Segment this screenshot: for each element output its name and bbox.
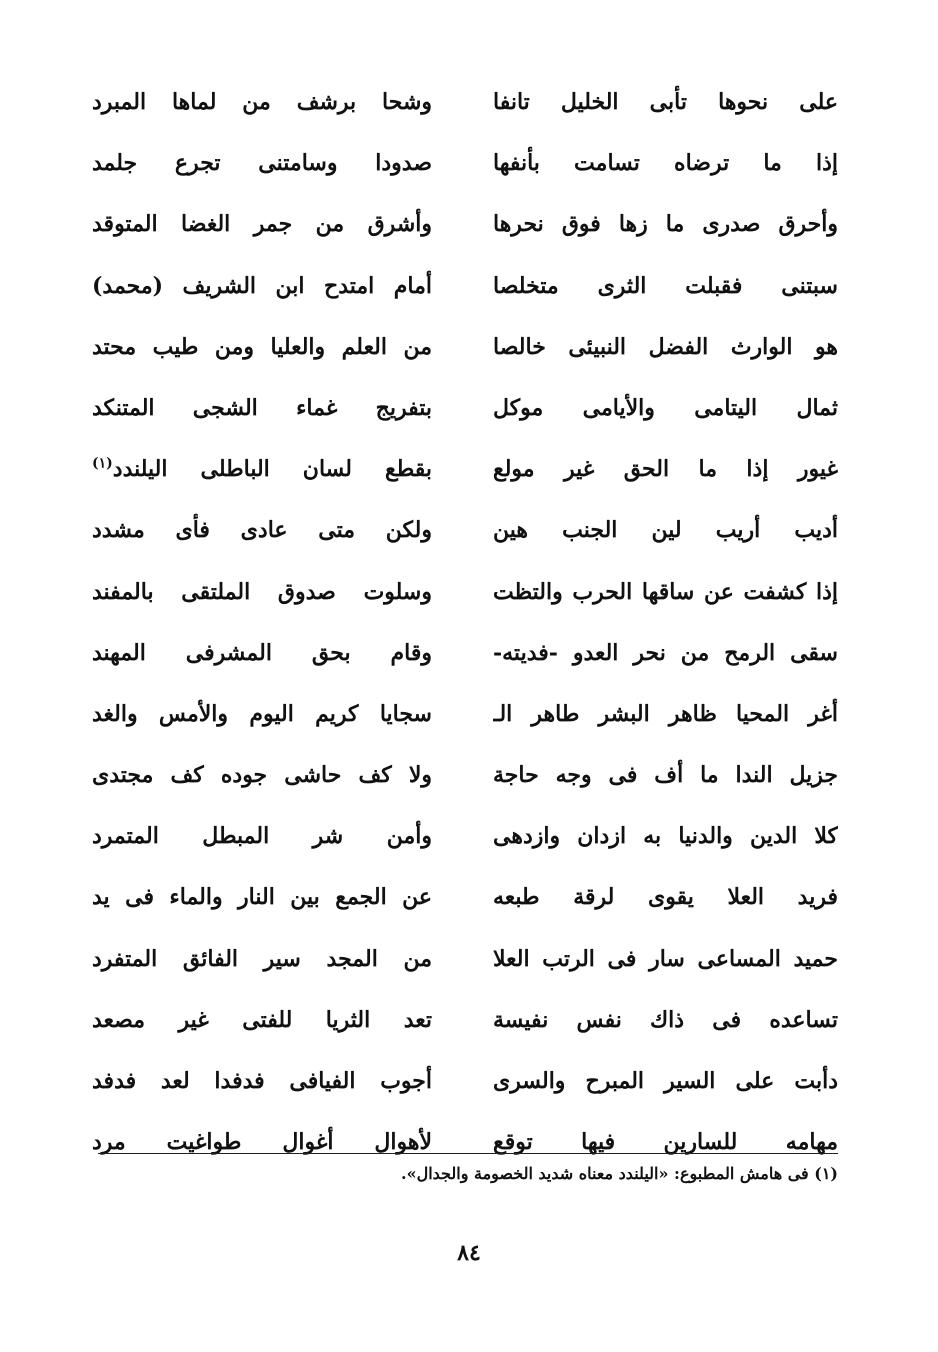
verse-hemistich: سقى الرمح من نحر العدو -فديته- — [493, 639, 838, 666]
verse-hemistich-with-footnote — [92, 439, 432, 500]
poem-left-column — [92, 72, 432, 1173]
verse-hemistich: تعد الثريا للفتى غير مصعد — [92, 1006, 432, 1033]
page-number: ٨٤ — [457, 1240, 481, 1266]
verse-hemistich: وأمن شر المبطل المتمرد — [92, 823, 432, 850]
verse-hemistich: وأشرق من جمر الغضا المتوقد — [92, 211, 432, 238]
verse-text: بقطع لسان الباطلى اليلندد — [112, 456, 432, 483]
verse-hemistich: ولا كف حاشى جوده كف مجتدى — [92, 762, 432, 789]
verse-hemistich: وقام بحق المشرفى المهند — [92, 639, 432, 666]
verse-hemistich: دأبت على السير المبرح والسرى — [493, 1068, 838, 1094]
verse-hemistich: من المجد سير الفائق المتفرد — [92, 945, 432, 972]
verse-hemistich: أغر المحيا ظاهر البشر طاهر الـ — [493, 700, 838, 727]
verse-hemistich: هو الوارث الفضل النبيئى خالصا — [493, 333, 838, 360]
verse-hemistich: تساعده فى ذاك نفس نفيسة — [493, 1006, 838, 1033]
footnote-marker: (١) — [92, 455, 113, 472]
footnote: (١) فى هامش المطبوع: «اليلندد معناه شديد الخصومة والجدال». — [401, 1164, 838, 1183]
verse-hemistich: لأهوال أغوال طواغيت مرد — [92, 1129, 432, 1156]
verse-hemistich: سبتنى فقبلت الثرى متخلصا — [493, 272, 838, 299]
verse-hemistich: أمام امتدح ابن الشريف (محمد) — [92, 272, 432, 299]
verse-hemistich: حميد المساعى سار فى الرتب العلا — [493, 945, 838, 972]
verse-hemistich: صدودا وسامتنى تجرع جلمد — [92, 150, 432, 177]
verse-hemistich: على نحوها تأبى الخليل تانفا — [493, 89, 838, 115]
verse-hemistich: سجايا كريم اليوم والأمس والغد — [92, 700, 432, 727]
verse-hemistich: كلا الدين والدنيا به ازدان وازدهى — [493, 823, 838, 850]
verse-hemistich: وسلوت صدوق الملتقى بالمفند — [92, 578, 432, 605]
verse-hemistich: جزيل الندا ما أف فى وجه حاجة — [493, 762, 838, 789]
verse-hemistich: فريد العلا يقوى لرقة طبعه — [493, 884, 838, 911]
footnote-divider — [98, 1153, 838, 1154]
verse-hemistich: أجوب الفيافى فدفدا لعد فدفد — [92, 1068, 432, 1094]
verse-hemistich: ولكن متى عادى فأى مشدد — [92, 517, 432, 544]
verse-hemistich: عن الجمع بين النار والماء فى يد — [92, 884, 432, 911]
verse-hemistich: من العلم والعليا ومن طيب محتد — [92, 333, 432, 360]
verse-hemistich: مهامه للسارين فيها توقع — [493, 1129, 838, 1156]
verse-hemistich: بتفريج غماء الشجى المتنكد — [92, 394, 432, 421]
poem-right-column — [493, 72, 838, 1173]
verse-hemistich: إذا كشفت عن ساقها الحرب والتظت — [493, 578, 838, 605]
verse-hemistich: وشحا برشف من لماها المبرد — [92, 89, 432, 115]
verse-hemistich: وأحرق صدرى ما زها فوق نحرها — [493, 211, 838, 238]
verse-hemistich: إذا ما ترضاه تسامت بأنفها — [493, 150, 838, 177]
verse-hemistich: ثمال اليتامى والأيامى موكل — [493, 394, 838, 421]
verse-hemistich: غيور إذا ما الحق غير مولع — [493, 456, 838, 483]
verse-hemistich: أديب أريب لين الجنب هين — [493, 517, 838, 544]
